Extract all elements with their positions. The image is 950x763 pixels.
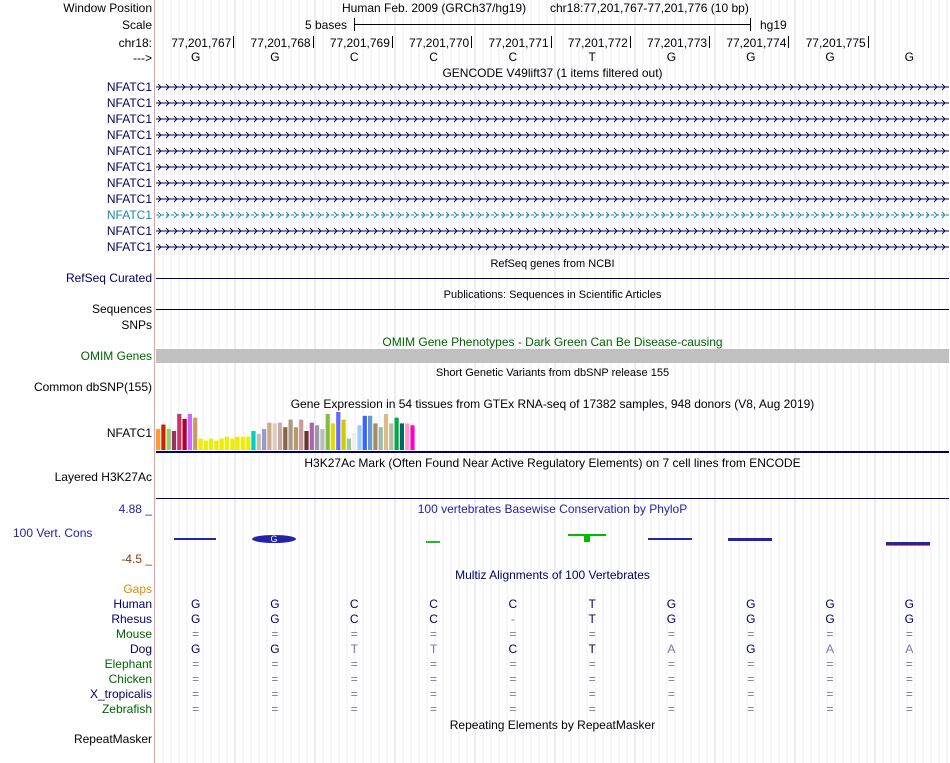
aligned-base: = — [430, 702, 438, 716]
gtex-tissue-bar — [209, 439, 213, 450]
coordinate-tick — [471, 36, 472, 48]
gtex-tissue-bar — [384, 414, 388, 450]
aligned-base: = — [826, 657, 834, 671]
aligned-base: = — [271, 687, 279, 701]
refseq-track-title[interactable]: RefSeq genes from NCBI — [490, 258, 615, 270]
gtex-gene-line[interactable] — [156, 451, 949, 453]
gencode-gene-label[interactable]: NFATC1 — [106, 96, 152, 110]
gencode-gene-label[interactable]: NFATC1 — [106, 192, 152, 206]
strand-arrow — [214, 212, 217, 218]
scale-bar — [354, 24, 750, 25]
phylop-label[interactable]: 100 Vert. Cons — [13, 526, 93, 540]
svg-text:G: G — [270, 534, 278, 544]
gtex-tissue-bar — [347, 439, 351, 450]
gencode-gene-label[interactable]: NFATC1 — [106, 144, 152, 158]
aligned-base: = — [271, 672, 279, 686]
gtex-tissue-bar — [167, 429, 171, 450]
assembly-text: Human Feb. 2009 (GRCh37/hg19) — [342, 1, 527, 15]
aligned-base: = — [826, 687, 834, 701]
coordinate-tick — [233, 36, 234, 48]
aligned-base: = — [905, 687, 913, 701]
aligned-base: A — [667, 642, 676, 656]
aligned-base: C — [349, 597, 359, 611]
coordinate-tick — [630, 36, 631, 48]
aligned-base: T — [429, 642, 438, 656]
aligned-base: G — [270, 642, 280, 656]
reference-base: G — [190, 50, 201, 64]
species-label[interactable]: Dog — [129, 642, 152, 656]
aligned-base: G — [825, 612, 835, 626]
coordinate-tick — [788, 36, 789, 48]
gtex-tissue-bar — [320, 429, 324, 450]
aligned-base: T — [588, 642, 596, 656]
aligned-base: T — [588, 597, 596, 611]
strand-arrow — [294, 212, 297, 218]
gtex-tissue-bar — [267, 423, 271, 450]
aligned-base: = — [667, 657, 675, 671]
aligned-base: = — [430, 657, 438, 671]
aligned-base: = — [271, 702, 279, 716]
aligned-base: G — [746, 597, 756, 611]
strand-arrow — [334, 212, 337, 218]
aligned-base: = — [350, 627, 358, 641]
aligned-base: = — [588, 657, 596, 671]
dbsnp-label[interactable]: Common dbSNP(155) — [33, 380, 152, 394]
gtex-tissue-bar — [342, 420, 346, 450]
gencode-transcript[interactable] — [156, 114, 949, 124]
strand-arrow — [774, 212, 777, 218]
gencode-transcript[interactable] — [156, 210, 949, 220]
reference-base: G — [746, 50, 756, 64]
gaps-label: Gaps — [123, 582, 152, 596]
aligned-base: = — [509, 702, 517, 716]
aligned-base: = — [192, 657, 200, 671]
gtex-tissue-bar — [315, 425, 319, 450]
gtex-tissue-bar — [363, 416, 367, 450]
aligned-base: C — [429, 597, 438, 611]
aligned-base: = — [430, 672, 438, 686]
coordinate-tick — [313, 36, 314, 48]
aligned-base: C — [429, 612, 438, 626]
aligned-base: = — [271, 627, 279, 641]
reference-base: C — [429, 50, 438, 64]
aligned-base: = — [350, 702, 358, 716]
gtex-tissue-bar — [172, 431, 176, 450]
gtex-tissue-bar — [331, 423, 335, 450]
reference-base: G — [270, 50, 280, 64]
gtex-tissue-bar — [405, 423, 409, 450]
aligned-base: = — [588, 627, 596, 641]
aligned-base: = — [826, 627, 834, 641]
gtex-tissue-bar — [156, 429, 160, 450]
species-label[interactable]: Human — [113, 597, 152, 611]
coordinate-tick — [392, 36, 393, 48]
strand-label: ---> — [133, 51, 152, 65]
aligned-base: = — [826, 702, 834, 716]
gtex-tissue-bar — [352, 433, 356, 450]
gtex-tissue-bar — [410, 425, 414, 450]
gtex-tissue-bar — [283, 427, 287, 450]
coordinate-tick — [868, 36, 869, 48]
snps-label[interactable]: SNPs — [121, 318, 152, 332]
gtex-tissue-bar — [400, 423, 404, 450]
coordinate-label: 77,201,774 — [726, 36, 787, 50]
aligned-base: G — [270, 612, 280, 626]
phylop-max: 4.88 _ — [118, 502, 152, 516]
dbsnp-track-title[interactable]: Short Genetic Variants from dbSNP release 155 — [435, 367, 670, 379]
gtex-tissue-bar — [161, 425, 165, 450]
species-label[interactable]: X_tropicalis — [89, 687, 152, 701]
gtex-tissue-bar — [336, 412, 340, 450]
aligned-base: G — [190, 642, 201, 656]
coordinate-label: 77,201,771 — [488, 36, 549, 50]
aligned-base: = — [667, 672, 675, 686]
species-label[interactable]: Chicken — [108, 672, 152, 686]
gencode-gene-label[interactable]: NFATC1 — [106, 128, 152, 142]
gtex-tissue-bar — [299, 420, 303, 450]
species-label[interactable]: Zebrafish — [101, 702, 152, 716]
gtex-tissue-bar — [177, 414, 181, 450]
aligned-base: G — [666, 597, 677, 611]
gtex-tissue-bar — [188, 414, 192, 450]
omim-track-title[interactable]: OMIM Gene Phenotypes - Dark Green Can Be Disease-causing — [382, 335, 723, 349]
strand-arrow — [534, 212, 537, 218]
coordinate-tick — [551, 36, 552, 48]
h3k27ac-baseline — [156, 498, 949, 499]
strand-arrow — [614, 212, 617, 218]
gtex-tissue-bar — [220, 439, 224, 450]
strand-arrow — [934, 212, 937, 218]
gencode-transcript[interactable] — [156, 82, 949, 92]
scale-bar-text: 5 bases — [305, 18, 348, 32]
strand-arrow — [694, 212, 697, 218]
species-label[interactable]: Rhesus — [111, 612, 152, 626]
aligned-base: A — [826, 642, 835, 656]
phylop-conservation-glyphs[interactable] — [156, 528, 949, 550]
gtex-tissue-bar — [236, 437, 240, 450]
gtex-tissue-bar — [289, 420, 293, 450]
publications-track-title[interactable]: Publications: Sequences in Scientific Articles — [443, 289, 662, 301]
aligned-base: = — [192, 627, 200, 641]
reference-base: G — [666, 50, 677, 64]
gencode-gene-label[interactable]: NFATC1 — [106, 80, 152, 94]
aligned-base: G — [190, 597, 201, 611]
multiz-track-title[interactable]: Multiz Alignments of 100 Vertebrates — [455, 568, 650, 582]
sequences-label[interactable]: Sequences — [91, 302, 152, 316]
aligned-base: = — [905, 627, 913, 641]
h3k27ac-label[interactable]: Layered H3K27Ac — [54, 470, 152, 484]
aligned-base: = — [747, 687, 755, 701]
aligned-base: = — [667, 627, 675, 641]
aligned-base: T — [350, 642, 358, 656]
reference-base: G — [825, 50, 835, 64]
gencode-gene-label[interactable]: NFATC1 — [106, 160, 152, 174]
strand-arrow — [374, 212, 377, 218]
aligned-base: C — [508, 642, 518, 656]
aligned-base: = — [747, 672, 755, 686]
coordinate-label: 77,201,768 — [250, 36, 311, 50]
gtex-tissue-bar — [368, 416, 372, 450]
gtex-tissue-bar — [230, 439, 234, 450]
aligned-base: = — [509, 657, 517, 671]
sequences-line[interactable] — [156, 309, 949, 310]
coordinate-label: 77,201,770 — [409, 36, 470, 50]
gencode-gene-label[interactable]: NFATC1 — [106, 176, 152, 190]
aligned-base: = — [588, 687, 596, 701]
aligned-base: G — [666, 612, 677, 626]
gtex-tissue-bar — [357, 425, 361, 450]
reference-base: C — [508, 50, 518, 64]
strand-arrow — [414, 212, 417, 218]
aligned-base: = — [430, 627, 438, 641]
gtex-tissue-bar — [193, 418, 197, 450]
gencode-transcript[interactable] — [156, 226, 949, 236]
gtex-tissue-bar — [246, 437, 250, 450]
aligned-base: = — [667, 687, 675, 701]
gtex-tissue-bar — [204, 441, 208, 451]
aligned-base: G — [746, 612, 756, 626]
gencode-transcript[interactable] — [156, 98, 949, 108]
aligned-base: = — [192, 702, 200, 716]
omim-gene-bar[interactable] — [156, 349, 949, 363]
aligned-base: = — [271, 657, 279, 671]
gtex-tissue-bar — [257, 434, 261, 450]
chrom-label: chr18: — [118, 36, 152, 50]
aligned-base: G — [904, 612, 915, 626]
gencode-gene-label[interactable]: NFATC1 — [106, 208, 152, 222]
aligned-base: - — [510, 612, 515, 626]
strand-arrow — [454, 212, 457, 218]
gtex-tissue-bar — [278, 423, 282, 450]
aligned-base: = — [588, 702, 596, 716]
aligned-base: = — [509, 627, 517, 641]
aligned-base: G — [190, 612, 201, 626]
strand-arrow — [574, 212, 577, 218]
gtex-tissue-bar — [389, 423, 393, 450]
reference-base: T — [588, 50, 596, 64]
aligned-base: A — [905, 642, 914, 656]
scale-bar-left-tick — [354, 18, 355, 31]
gencode-transcript[interactable] — [156, 162, 949, 172]
gtex-tissue-bar — [198, 439, 202, 450]
window-position-label: Window Position — [63, 1, 152, 15]
gtex-tissue-bar — [373, 423, 377, 450]
aligned-base: T — [588, 612, 596, 626]
aligned-base: = — [747, 627, 755, 641]
gtex-expression-chart[interactable] — [156, 412, 536, 452]
phylop-track-title[interactable]: 100 vertebrates Basewise Conservation by PhyloP — [417, 502, 688, 516]
aligned-base: G — [746, 642, 756, 656]
gtex-gene-label[interactable]: NFATC1 — [106, 426, 152, 440]
gtex-track-title[interactable]: Gene Expression in 54 tissues from GTEx RNA-seq of 17382 samples, 948 donors (V8, Aug 2019) — [290, 397, 815, 411]
gtex-tissue-bar — [395, 418, 399, 450]
gtex-tissue-bar — [225, 437, 229, 450]
gtex-tissue-bar — [294, 427, 298, 450]
strand-arrow — [854, 212, 857, 218]
refseq-label[interactable]: RefSeq Curated — [65, 271, 152, 285]
aligned-base: = — [588, 672, 596, 686]
coordinate-label: 77,201,767 — [171, 36, 232, 50]
aligned-base: = — [905, 672, 913, 686]
gencode-gene-label[interactable]: NFATC1 — [106, 224, 152, 238]
gtex-tissue-bar — [214, 441, 218, 451]
strand-arrow — [494, 212, 497, 218]
repeatmasker-track-title[interactable]: Repeating Elements by RepeatMasker — [449, 718, 656, 732]
h3k27ac-track-title[interactable]: H3K27Ac Mark (Often Found Near Active Regulatory Elements) on 7 cell lines from ENCODE — [304, 456, 801, 470]
strand-arrow — [654, 212, 657, 218]
aligned-base: = — [192, 672, 200, 686]
gtex-tissue-bar — [310, 423, 314, 450]
aligned-base: G — [270, 597, 280, 611]
gtex-tissue-bar — [273, 423, 277, 450]
gencode-transcript[interactable] — [156, 242, 949, 252]
scale-label: Scale — [121, 18, 152, 32]
coordinate-label: 77,201,772 — [567, 36, 628, 50]
aligned-base: = — [350, 672, 358, 686]
aligned-base: = — [747, 657, 755, 671]
refseq-gene-line[interactable] — [156, 278, 949, 279]
coordinate-tick — [709, 36, 710, 48]
label-divider — [154, 0, 155, 763]
reference-base: C — [349, 50, 359, 64]
coordinate-label: 77,201,773 — [647, 36, 708, 50]
aligned-base: = — [747, 702, 755, 716]
aligned-base: G — [825, 597, 835, 611]
aligned-base: = — [667, 702, 675, 716]
phylop-min: -4.5 _ — [121, 552, 152, 566]
gencode-transcript[interactable] — [156, 146, 949, 156]
aligned-base: C — [508, 597, 518, 611]
aligned-base: C — [349, 612, 359, 626]
gtex-tissue-bar — [304, 431, 308, 450]
aligned-base: = — [509, 672, 517, 686]
gencode-transcript[interactable] — [156, 130, 949, 140]
omim-label[interactable]: OMIM Genes — [80, 349, 152, 363]
gencode-gene-label[interactable]: NFATC1 — [106, 112, 152, 126]
scale-bar-right-tick — [750, 18, 751, 31]
gencode-gene-label[interactable]: NFATC1 — [106, 240, 152, 254]
gtex-tissue-bar — [251, 431, 255, 450]
gencode-track-title[interactable]: GENCODE V49lift37 (1 items filtered out) — [442, 66, 663, 80]
scale-db: hg19 — [760, 18, 787, 32]
strand-arrow — [894, 212, 897, 218]
aligned-base: = — [350, 657, 358, 671]
aligned-base: G — [904, 597, 915, 611]
strand-arrow — [814, 212, 817, 218]
strand-arrow — [174, 212, 177, 218]
aligned-base: = — [509, 687, 517, 701]
gtex-tissue-bar — [183, 419, 187, 450]
aligned-base: = — [826, 672, 834, 686]
aligned-base: = — [350, 687, 358, 701]
coordinate-label: 77,201,775 — [805, 36, 866, 50]
gtex-tissue-bar — [262, 429, 266, 450]
gtex-tissue-bar — [241, 437, 245, 450]
aligned-base: = — [192, 687, 200, 701]
gtex-tissue-bar — [379, 427, 383, 450]
strand-arrow — [254, 212, 257, 218]
repeatmasker-label[interactable]: RepeatMasker — [73, 732, 152, 746]
gencode-transcript[interactable] — [156, 178, 949, 188]
aligned-base: = — [430, 687, 438, 701]
aligned-base: = — [905, 702, 913, 716]
position-text: chr18:77,201,767-77,201,776 (10 bp) — [550, 1, 749, 15]
species-label[interactable]: Mouse — [115, 627, 152, 641]
strand-arrow — [734, 212, 737, 218]
coordinate-label: 77,201,769 — [329, 36, 390, 50]
aligned-base: = — [905, 657, 913, 671]
gencode-transcript[interactable] — [156, 194, 949, 204]
reference-base: G — [904, 50, 915, 64]
species-label[interactable]: Elephant — [104, 657, 152, 671]
gtex-tissue-bar — [326, 414, 330, 450]
